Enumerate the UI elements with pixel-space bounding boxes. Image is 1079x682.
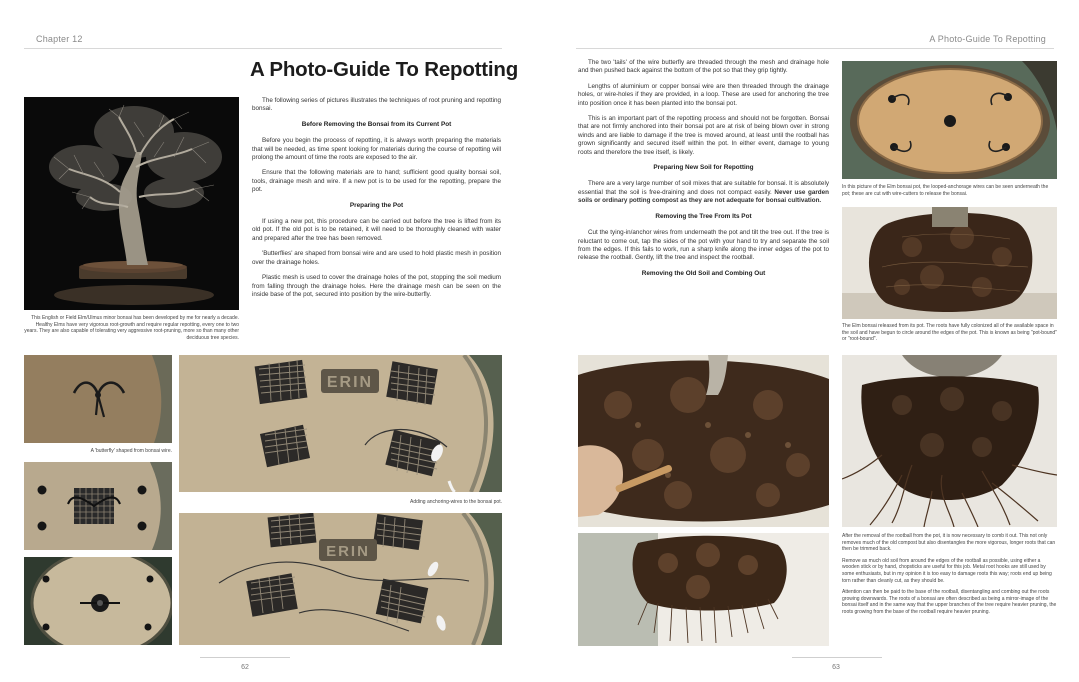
paragraph-before-2: Ensure that the following materials are to hand; sufficient good quality bonsai soil, tools, drainage mesh and wire. If a new pot is to be used for the repotting, prepare the pot. xyxy=(252,169,501,194)
photo-combing-stick xyxy=(578,355,829,527)
paragraph-remove: Cut the tying-in/anchor wires from underneath the pot and tilt the tree out. If the tree is reluctant to come out, tap the sides of the pot with your hand to try and separate the soil from the edges. If this fails to work, run a sharp knife along the inner edges of the pot to release the rootball. Gently, lift the tree and inspect the rootball. xyxy=(578,229,829,262)
footer-rule-left xyxy=(200,657,290,658)
heading-preparing-soil: Preparing New Soil for Repotting xyxy=(653,164,754,172)
photo-mesh-underside xyxy=(24,557,172,645)
paragraph-soil-warning: Never use garden soils or ordinary potting compost as they are not adequate for bonsai cultivation. xyxy=(578,188,829,205)
right-body-text xyxy=(578,59,829,286)
header-rule xyxy=(24,48,502,49)
page-number-left: 62 xyxy=(241,664,249,671)
caption-comb-1: After the removal of the rootball from the pot, it is now necessary to comb it out. This not only removes much of the old compost but also disentangles the more vigorous, longer roots that can then be trimmed back. xyxy=(842,533,1056,553)
header-rule-right xyxy=(576,48,1054,49)
pot-stamp-text-2: ERIN xyxy=(326,543,370,560)
photo-wire-butterfly xyxy=(24,355,172,443)
page-title: A Photo-Guide To Repotting xyxy=(250,58,519,81)
paragraph-prepare-1: If using a new pot, this procedure can be carried out before the tree is lifted from its old pot. If the old pot is to be retained, it will need to be thoroughly cleaned with water and prepared after the tree has been removed. xyxy=(252,218,501,242)
caption-combing-block xyxy=(842,533,1057,621)
photo-pot-base-wires xyxy=(842,61,1057,179)
photo-rootball-base xyxy=(578,533,829,646)
photo-anchoring-wires-top xyxy=(179,355,502,492)
caption-anchoring: Adding anchoring-wires to the bonsai pot. xyxy=(409,499,502,505)
heading-removing-tree: Removing the Tree From Its Pot xyxy=(655,212,752,220)
paragraph-before-1: Before you begin the process of repotting, it is always worth preparing the materials that will be needed, as time spent looking for materials during the course of repotting will prolong the amount of time the roots are exposed to the air. xyxy=(252,137,501,162)
caption-pot-base: In this picture of the Elm bonsai pot, the looped-anchorage wires can be seen underneath the pot; these are cut with wire-cutters to release the bonsai. xyxy=(842,184,1049,197)
book-gutter xyxy=(520,0,559,682)
running-head-title: A Photo-Guide To Repotting xyxy=(929,34,1046,44)
page-number-right: 63 xyxy=(832,664,840,671)
pot-stamp-text: ERIN xyxy=(326,374,374,391)
paragraph-lengths: Lengths of aluminium or copper bonsai wire are then threaded through the drainage holes, or wire-holes if they are provided, in a loop. These are used for anchoring the tree into position once it has been planted into the bonsai pot. xyxy=(578,82,829,107)
caption-tree: This English or Field Elm/Ulmus minor bonsai has been developed by me for nearly a decade. Healthy Elms have very vigorous root-growth and require regular repotting, every one to two years. They are also capable of tolerating very aggressive root-pruning, more so than many other deciduous tree species. xyxy=(24,315,239,341)
paragraph-intro: The following series of pictures illustrates the techniques of root pruning and repotting bonsai. xyxy=(252,97,501,113)
paragraph-soil xyxy=(578,180,829,205)
photo-elm-bonsai-tree xyxy=(24,97,239,310)
left-body-text xyxy=(252,97,501,306)
photo-mesh-in-pot xyxy=(24,462,172,550)
photo-anchoring-wires-bottom xyxy=(179,513,502,645)
left-page xyxy=(0,0,520,682)
paragraph-soil-plain: There are a very large number of soil mixes that are suitable for bonsai. It is absolutely essential that the soil is free-draining and does not compact easily. xyxy=(578,180,829,196)
caption-butterfly: A 'butterfly' shaped from bonsai wire. xyxy=(90,448,172,454)
heading-preparing-pot: Preparing the Pot xyxy=(349,201,404,209)
footer-rule-right xyxy=(792,657,882,658)
caption-released: The Elm bonsai released from its pot. The roots have fully colonized all of the available space in the soil and have begun to circle around the edges of the pot. This is known as being "pot-bound" or "root-bound". xyxy=(842,323,1057,343)
running-head-chapter: Chapter 12 xyxy=(36,34,83,44)
paragraph-prepare-2: 'Butterflies' are shaped from bonsai wire and are used to hold plastic mesh in position over the drainage holes. xyxy=(252,250,501,266)
right-page xyxy=(559,0,1079,682)
paragraph-important: This is an important part of the repotting process and should not be forgotten. Bonsai that are not firmly anchored into their bonsai pot are at risk of being blown over in strong winds and are liable to damage if the tree is moved around, at least until the rootball has grown significantly and secured itself within the pot. In either event, damage to young roots and therefore the tree itself, is likely. xyxy=(578,115,829,156)
photo-combed-roots xyxy=(842,355,1057,527)
paragraph-tails: The two 'tails' of the wire butterfly are threaded through the mesh and drainage hole and then pushed back against the bottom of the pot so that they grip tightly. xyxy=(578,59,829,75)
caption-comb-3: Attention can then be paid to the base of the rootball, disentangling and combing out the roots growing downwards. The roots of a bonsai are often described as being a mirror-image of the bonsai itself and in the same way that the upper branches of the tree require heavier pruning, the roots growing from the base of the rootball require heavier pruning. xyxy=(842,589,1057,615)
photo-released-rootball xyxy=(842,207,1057,319)
paragraph-prepare-3: Plastic mesh is used to cover the drainage holes of the pot, stopping the soil medium from falling through the drainage holes. Here the drainage mesh can be seen on the inside base of the pot, secured into position by the wire-butterfly. xyxy=(252,274,501,298)
heading-before-removing: Before Removing the Bonsai from its Current Pot xyxy=(301,120,452,128)
heading-combing-out: Removing the Old Soil and Combing Out xyxy=(641,269,766,277)
caption-comb-2: Remove as much old soil from around the edges of the rootball as possible, using either a wooden stick or by hand, chopsticks are useful for this job. Metal root hooks are still used by some enthusiasts, but in my opinion it is too easy to damage roots this way; roots end up being torn rather than cleanly cut, as they should be. xyxy=(842,557,1052,584)
